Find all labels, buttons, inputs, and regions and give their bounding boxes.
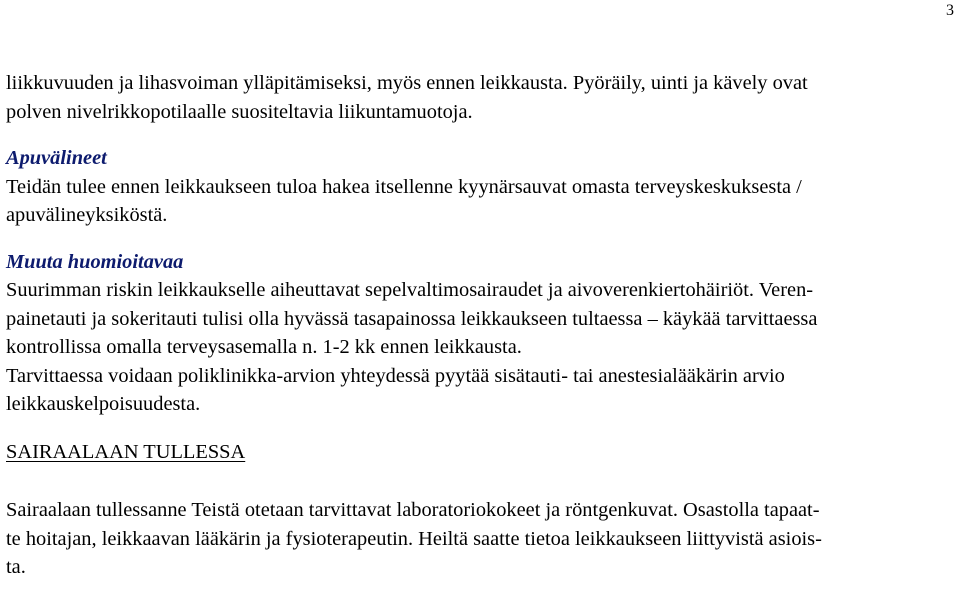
muuta-line-3: kontrollissa omalla terveysasemalla n. 1-2 kk ennen leikkausta.: [6, 336, 522, 358]
muuta-heading: Muuta huomioitavaa: [6, 250, 184, 273]
page-number: 3: [946, 2, 954, 19]
apuvalineet-heading: Apuvälineet: [6, 147, 107, 169]
muuta-line-5: leikkauskelpoisuudesta.: [6, 393, 201, 415]
sairaalaan-heading-wrap: [6, 438, 954, 467]
apuvalineet-line-2: apuvälineyksiköstä.: [6, 204, 168, 226]
intro-line-2: polven nivelrikkopotilaalle suositeltavia liikuntamuotoja.: [6, 100, 473, 123]
muuta-line-1: Suurimman riskin leikkaukselle aiheuttavat sepelvaltimosairaudet ja aivoverenkiertohäiriöt. Veren-: [6, 279, 814, 301]
muuta-line-2: painetauti ja sokeritauti tulisi olla hyvässä tasapainossa leikkaukseen tultaessa – käykää tarvittaessa: [6, 307, 818, 330]
sairaalaan-line-2: te hoitajan, leikkaavan lääkärin ja fysioterapeutin. Heiltä saatte tietoa leikkaukseen liittyvistä asiois-: [6, 527, 822, 550]
intro-paragraph: [6, 69, 954, 126]
sairaalaan-line-3: ta.: [6, 556, 26, 578]
document-body: [6, 69, 954, 582]
intro-line-1: liikkuvuuden ja lihasvoiman ylläpitämiseksi, myös ennen leikkausta. Pyöräily, uinti ja kävely ovat: [6, 72, 808, 94]
sairaalaan-heading: SAIRAALAAN TULLESSA: [6, 440, 246, 463]
apuvalineet-line-1: Teidän tulee ennen leikkaukseen tuloa hakea itsellenne kyynärsauvat omasta terveyskeskuksesta /: [6, 175, 802, 198]
muuta-line-4: Tarvittaessa voidaan poliklinikka-arvion yhteydessä pyytää sisätauti- tai anestesialääkärin arvio: [6, 364, 785, 387]
sairaalaan-line-1: Sairaalaan tullessanne Teistä otetaan tarvittavat laboratoriokokeet ja röntgenkuvat. Osastolla tapaat-: [6, 499, 820, 521]
sairaalaan-paragraph: [6, 496, 954, 582]
muuta-paragraph: [6, 276, 954, 419]
apuvalineet-paragraph: [6, 173, 954, 230]
